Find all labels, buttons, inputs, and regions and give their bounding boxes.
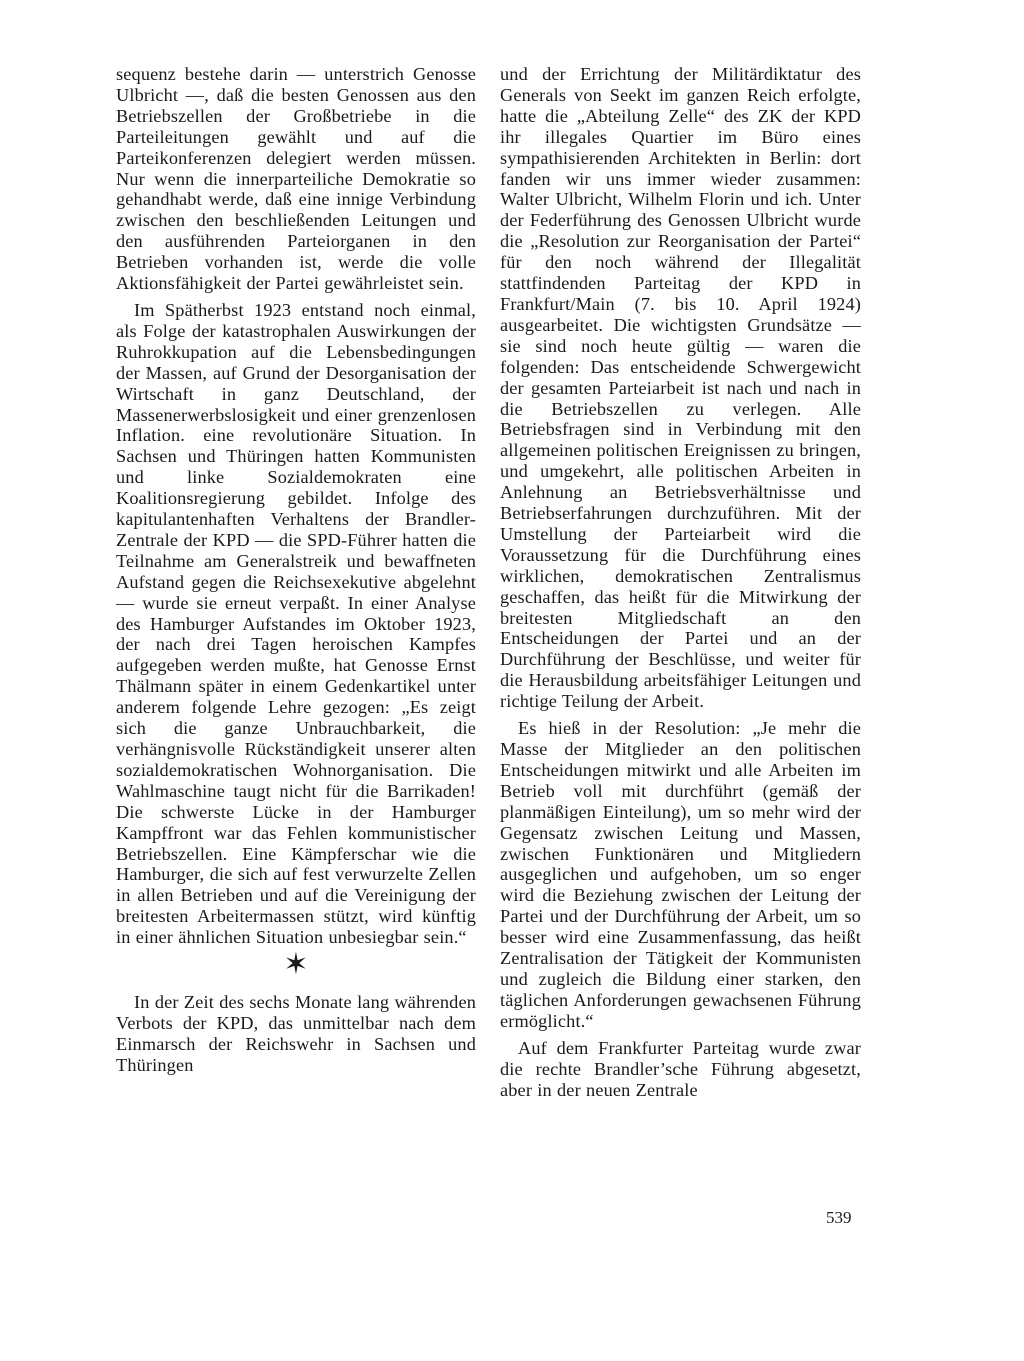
page-number: 539 — [826, 1208, 852, 1227]
section-separator-star: ✶ — [283, 948, 309, 982]
paragraph-frankfurt-parteitag: Auf dem Frankfurter Parteitag wurde zwar die rechte Brandler’sche Führung abgesetzt, aber in der neuen Zentrale — [500, 1037, 861, 1100]
left-column — [116, 64, 476, 1076]
paragraph-continuation: sequenz bestehe darin — unterstrich Genosse Ulbricht —, daß die besten Genossen aus den Betriebszellen der Großbetriebe in die Parteileitungen gewählt und auf die Parteikonferenzen delegiert werden müssen. Nur wenn die innerparteiliche Demokratie so gehandhabt werde, daß eine innige Verbindung zwischen den beschließenden Leitungen und den ausführenden Parteiorganen in den Betrieben vorhanden ist, werde die volle Aktionsfähigkeit der Partei gewährleistet sein. — [116, 64, 476, 294]
paragraph-kpd-ban: In der Zeit des sechs Monate lang währenden Verbots der KPD, das unmittelbar nach dem Einmarsch der Reichswehr in Sachsen und Thüringen — [116, 992, 476, 1075]
paragraph-autumn-1923: Im Spätherbst 1923 entstand noch einmal, als Folge der katastrophalen Auswirkungen der Ruhrokkupation auf die Lebensbedingungen der Massen, auf Grund der Desorganisation der Wirtschaft in ganz Deutschland, der Massenerwerbslosigkeit und einer grenzenlosen Inflation. eine revolutionäre Situation. In Sachsen und Thüringen hatten Kommunisten und linke Sozialdemokraten eine Koalitionsregierung gebildet. Infolge des kapitulantenhaften Verhaltens der Brandler-Zentrale der KPD — die SPD-Führer hatten die Teilnahme am Generalstreik und bewaffneten Aufstand gegen die Reichsexekutive abgelehnt — wurde sie erneut verpaßt. In einer Analyse des Hamburger Aufstandes im Oktober 1923, der nach drei Tagen heroischen Kampfes aufgegeben werden mußte, hat Genosse Ernst Thälmann später in einem Gedenkartikel unter anderem folgende Lehre gezogen: „Es zeigt sich die ganze Unbrauchbarkeit, die verhängnisvolle Rückständigkeit unserer alten sozialdemokratischen Wohnorganisation. Die Wahlmaschine taugt nicht für die Barrikaden! Die schwerste Lücke in der Hamburger Kampffront war das Fehlen kommunistischer Betriebszellen. Eine Kämpferschar wie die Hamburger, die sich auf fest verwurzelte Zellen in allen Betrieben und auf die Vereinigung der breitesten Arbeitermassen stützt, wird künftig in einer ähnlichen Situation unbesiegbar sein.“ — [116, 299, 476, 948]
paragraph-resolution-reorganisation: und der Errichtung der Militärdiktatur des Generals von Seekt im ganzen Reich erfolgte, hatte die „Abteilung Zelle“ des ZK der KPD ihr illegales Quartier im Büro eines sympathisierenden Architekten in Berlin: dort fanden wir uns immer wieder zusammen: Walter Ulbricht, Wilhelm Florin und ich. Unter der Federführung des Genossen Ulbricht wurde die „Resolution zur Reorganisation der Partei“ für den noch während der Illegalität stattfindenden Parteitag der KPD in Frankfurt/Main (7. bis 10. April 1924) ausgearbeitet. Die wichtigsten Grundsätze — sie sind noch heute gültig — waren die folgenden: Das entscheidende Schwergewicht der gesamten Parteiarbeit ist nach und nach in die Betriebszellen zu verlegen. Alle Betriebsfragen sind in Verbindung mit den allgemeinen politischen Ereignissen zu bringen, und umgekehrt, alle politischen Arbeiten in Anlehnung an Betriebsverhältnisse und Betriebserfahrungen durchzuführen. Mit der Umstellung der Parteiarbeit wird die Voraussetzung für die Durchführung eines wirklichen, demokratischen Zentralismus geschaffen, das heißt für die Mitwirkung der breitesten Mitgliedschaft an den Entscheidungen der Partei und an der Durchführung der Beschlüsse, und weiter für die Herausbildung arbeitsfähiger Leitungen und richtige Teilung der Arbeit. — [500, 64, 861, 712]
right-column — [500, 64, 861, 1100]
paragraph-resolution-quote: Es hieß in der Resolution: „Je mehr die Masse der Mitglieder an den politischen Entscheidungen mitwirkt und alle Arbeiten im Betrieb voll mit durchführt (gemäß der planmäßigen Einteilung), um so mehr wird der Gegensatz zwischen Leitung und Massen, zwischen Funktionären und Mitgliedern ausgeglichen und aufgehoben, um so enger wird die Beziehung zwischen der Leitung der Partei und der Durchführung der Arbeit, um so besser wird eine Zusammenfassung, das heißt Zentralisation der Tätigkeit der Kommunisten und zugleich die Bildung einer starken, den täglichen Anforderungen gewachsenen Führung ermöglicht.“ — [500, 718, 861, 1031]
